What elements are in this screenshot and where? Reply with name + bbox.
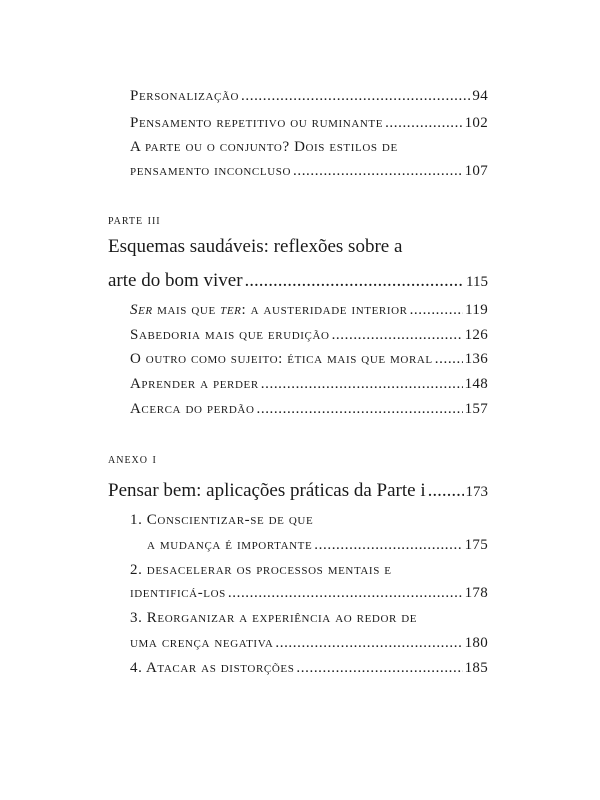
toc-entry-title: Aprender a perder	[130, 376, 259, 392]
toc-entry-1-line1[interactable]: 1. Conscientizar-se de que	[130, 512, 314, 528]
toc-entry-page: 180	[464, 635, 488, 651]
emphasis-ter: ter	[220, 302, 242, 318]
toc-entry-3-line1[interactable]: 3. Reorganizar a experiência ao redor de	[130, 610, 418, 626]
toc-entry-page: 107	[464, 163, 488, 179]
toc-entry-page: 126	[464, 327, 488, 343]
toc-entry-anexo-i[interactable]	[108, 480, 488, 502]
dot-leader	[293, 163, 463, 180]
toc-entry-a-parte-line1[interactable]: A parte ou o conjunto? Dois estilos de	[130, 139, 398, 155]
toc-entry-title: arte do bom viver	[108, 270, 243, 291]
toc-entry-page: 185	[464, 660, 488, 676]
toc-entry-title: Personalização	[130, 88, 240, 104]
toc-entry-aprender-a-perder[interactable]	[130, 376, 488, 393]
toc-entry-2[interactable]	[130, 585, 488, 602]
toc-entry-part-iii[interactable]	[108, 270, 488, 292]
toc-entry-personalizacao[interactable]	[130, 88, 488, 105]
dot-leader	[241, 88, 470, 105]
toc-entry-title: identificá-los	[130, 585, 226, 601]
toc-entry-page: 175	[464, 537, 488, 553]
toc-entry-title: O outro como sujeito: ética mais que moral	[130, 351, 433, 367]
dot-leader	[435, 351, 463, 368]
toc-entry-page: 178	[464, 585, 488, 601]
title-part: mais que	[152, 302, 221, 318]
toc-entry-title: a mudança é importante	[147, 537, 313, 553]
toc-entry-page: 136	[464, 351, 488, 367]
toc-entry-title: uma crença negativa	[130, 635, 274, 651]
toc-entry-pensamento-repetitivo[interactable]	[130, 115, 488, 132]
toc-entry-page: 173	[465, 484, 488, 500]
toc-entry-title: Pensamento repetitivo ou ruminante	[130, 115, 384, 131]
dot-leader	[275, 635, 462, 652]
toc-entry-page: 102	[464, 115, 488, 131]
toc-entry-page: 148	[464, 376, 488, 392]
toc-entry-a-parte[interactable]	[130, 163, 488, 180]
toc-entry-ser-mais-que-ter[interactable]	[130, 302, 488, 319]
toc-entry-4[interactable]	[130, 660, 488, 677]
toc-entry-page: 119	[465, 302, 488, 318]
dot-leader	[257, 401, 463, 418]
dot-leader	[385, 115, 463, 132]
dot-leader	[332, 327, 463, 344]
dot-leader	[410, 302, 464, 319]
toc-entry-page: 157	[464, 401, 488, 417]
dot-leader	[261, 376, 463, 393]
toc-entry-title: pensamento inconcluso	[130, 163, 291, 179]
dot-leader	[314, 537, 462, 554]
toc-entry-title	[130, 302, 408, 319]
toc-entry-page: 94	[472, 88, 488, 104]
toc-entry-title: Acerca do perdão	[130, 401, 255, 417]
toc-entry-o-outro[interactable]	[130, 351, 488, 368]
dot-leader	[428, 480, 464, 502]
part-label: parte iii	[108, 213, 161, 228]
toc-entry-3[interactable]	[130, 635, 488, 652]
annex-label: anexo i	[108, 452, 157, 467]
title-part: : a austeridade interior	[241, 302, 408, 318]
toc-entry-title: 4. Atacar as distorções	[130, 660, 295, 676]
dot-leader	[245, 270, 465, 292]
toc-entry-sabedoria[interactable]	[130, 327, 488, 344]
toc-entry-1[interactable]	[147, 537, 488, 554]
toc-entry-page: 115	[466, 274, 488, 290]
toc-entry-acerca-do-perdao[interactable]	[130, 401, 488, 418]
toc-entry-title: Sabedoria mais que erudição	[130, 327, 330, 343]
dot-leader	[228, 585, 463, 602]
dot-leader	[296, 660, 462, 677]
toc-entry-title: Pensar bem: aplicações práticas da Parte i	[108, 480, 426, 501]
toc-entry-2-line1[interactable]: 2. desacelerar os processos mentais e	[130, 562, 392, 578]
emphasis-ser: Ser	[130, 302, 153, 318]
part-title-line1[interactable]: Esquemas saudáveis: reflexões sobre a	[108, 236, 403, 257]
